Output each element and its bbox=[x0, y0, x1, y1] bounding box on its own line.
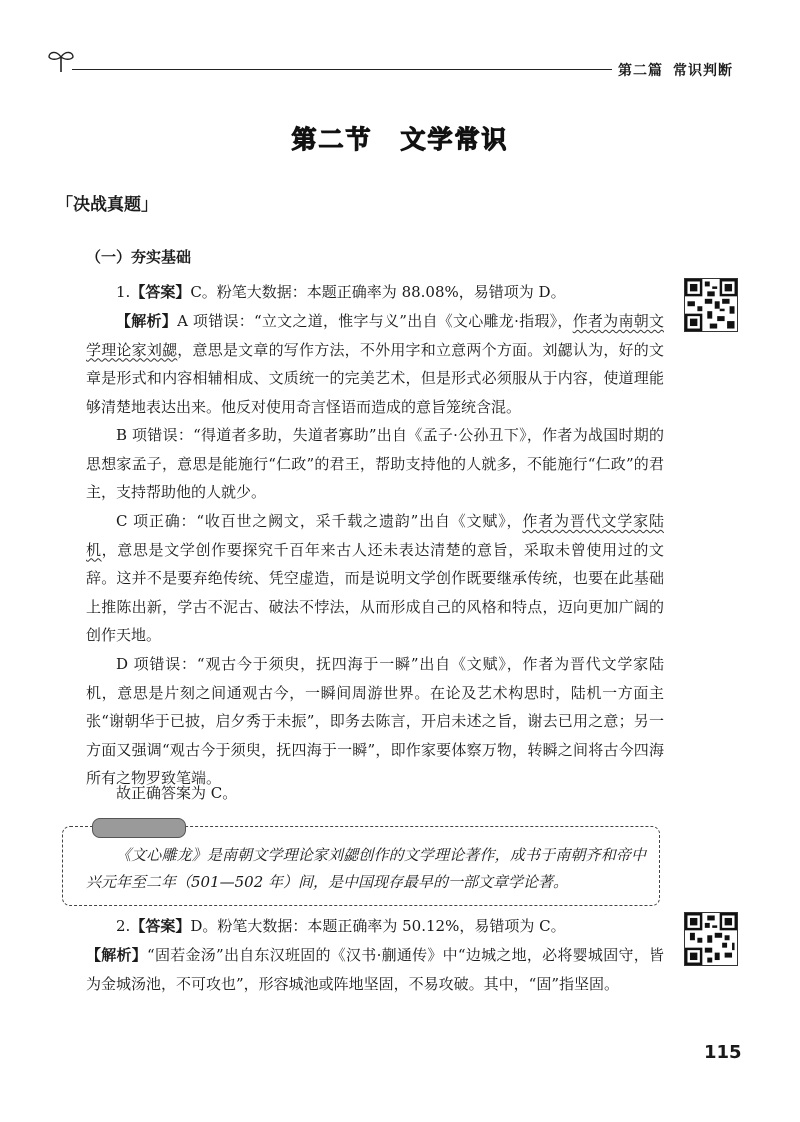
section-name: 文学常识 bbox=[400, 125, 509, 154]
q1-answer-text: C。粉笔大数据：本题正确率为 88.08%，易错项为 D。 bbox=[190, 283, 566, 301]
bracket-heading: 「决战真题」 bbox=[56, 195, 158, 215]
leaf-sprout-icon bbox=[46, 48, 76, 74]
q2-analysis-label: 【解析】 bbox=[86, 946, 148, 964]
chapter-label: 常识判断 bbox=[673, 63, 733, 79]
q2-analysis bbox=[86, 941, 664, 998]
q1-c-lead: C 项正确：“收百世之阙文，采千载之遗韵”出自《文赋》， bbox=[116, 512, 523, 530]
knowledge-box-text: 《文心雕龙》是南朝文学理论家刘勰创作的文学理论著作，成书于南朝齐和帝中兴元年至二年（501—502 年）间，是中国现存最早的一部文章学论著。 bbox=[86, 846, 646, 891]
q1-a-underlined: 作者为南朝文学理论家刘勰 bbox=[86, 312, 664, 359]
q2-answer-line bbox=[86, 912, 664, 941]
q2-answer-text: D。粉笔大数据：本题正确率为 50.12%，易错项为 C。 bbox=[190, 917, 566, 935]
q1-analysis-label: 【解析】 bbox=[116, 312, 178, 330]
knowledge-box-tag bbox=[92, 818, 186, 838]
section-number: 第二节 bbox=[291, 125, 373, 154]
section-title bbox=[0, 120, 800, 156]
q2-answer-label: 【答案】 bbox=[130, 917, 191, 935]
part-label: 第二篇 bbox=[618, 63, 663, 79]
q1-analysis-b: B 项错误：“得道者多助，失道者寡助”出自《孟子·公孙丑下》，作者为战国时期的思想家孟子，意思是能施行“仁政”的君王，帮助支持他的人就多，不能施行“仁政”的君主，支持帮助他的人就少。 bbox=[86, 426, 664, 502]
q1-analysis-c bbox=[86, 507, 664, 650]
qr-code-q1[interactable] bbox=[684, 278, 738, 332]
q1-number: 1. bbox=[116, 283, 131, 301]
running-header bbox=[618, 60, 733, 80]
q2-analysis-text: “固若金汤”出自东汉班固的《汉书·蒯通传》中“边城之地，必将婴城固守，皆为金城汤池，不可攻也”，形容城池或阵地坚固，不易攻破。其中，“固”指坚固。 bbox=[86, 946, 664, 993]
q1-answer-line bbox=[86, 278, 664, 307]
page-number: 115 bbox=[704, 1042, 742, 1063]
qr-code-icon bbox=[685, 279, 737, 331]
header-rule bbox=[72, 69, 612, 70]
sub-heading: （一）夯实基础 bbox=[86, 248, 192, 266]
q2-number: 2. bbox=[116, 917, 131, 935]
q1-c-underlined: 作者为晋代文学家陆机 bbox=[86, 512, 664, 559]
q1-a-rest: ，意思是文章的写作方法，不外用字和立意两个方面。刘勰认为，好的文章是形式和内容相辅相成、文质统一的完美艺术，但是形式必须服从于内容，使道理能够清楚地表达出来。他反对使用奇言怪语而造成的意旨笼统含混。 bbox=[86, 340, 664, 416]
q1-analysis-d: D 项错误：“观古今于须臾，抚四海于一瞬”出自《文赋》，作者为晋代文学家陆机，意思是片刻之间通观古今，一瞬间周游世界。在论及艺术构思时，陆机一方面主张“谢朝华于已披，启夕秀于未振”，即务去陈言，开启未述之旨，谢去已用之意；另一方面又强调“观古今于须臾，抚四海于一瞬”，即作家要体察万物，转瞬之间将古今四海所有之物罗致笔端。 bbox=[86, 655, 664, 788]
qr-code-icon bbox=[685, 913, 737, 965]
q1-conclusion: 故正确答案为 C。 bbox=[116, 784, 238, 802]
q1-a-lead: A 项错误：“立文之道，惟字与义”出自《文心雕龙·指瑕》， bbox=[177, 312, 573, 330]
q1-answer-label: 【答案】 bbox=[130, 283, 191, 301]
q1-c-rest: ，意思是文学创作要探究千百年来古人还未表达清楚的意旨，采取未曾使用过的文辞。这并不是要弃绝传统、凭空虚造，而是说明文学创作既要继承传统，也要在此基础上推陈出新，学古不泥古、破法不悖法，从而形成自己的风格和特点，迈向更加广阔的创作天地。 bbox=[86, 540, 664, 645]
qr-code-q2[interactable] bbox=[684, 912, 738, 966]
q1-analysis-a bbox=[86, 307, 664, 421]
